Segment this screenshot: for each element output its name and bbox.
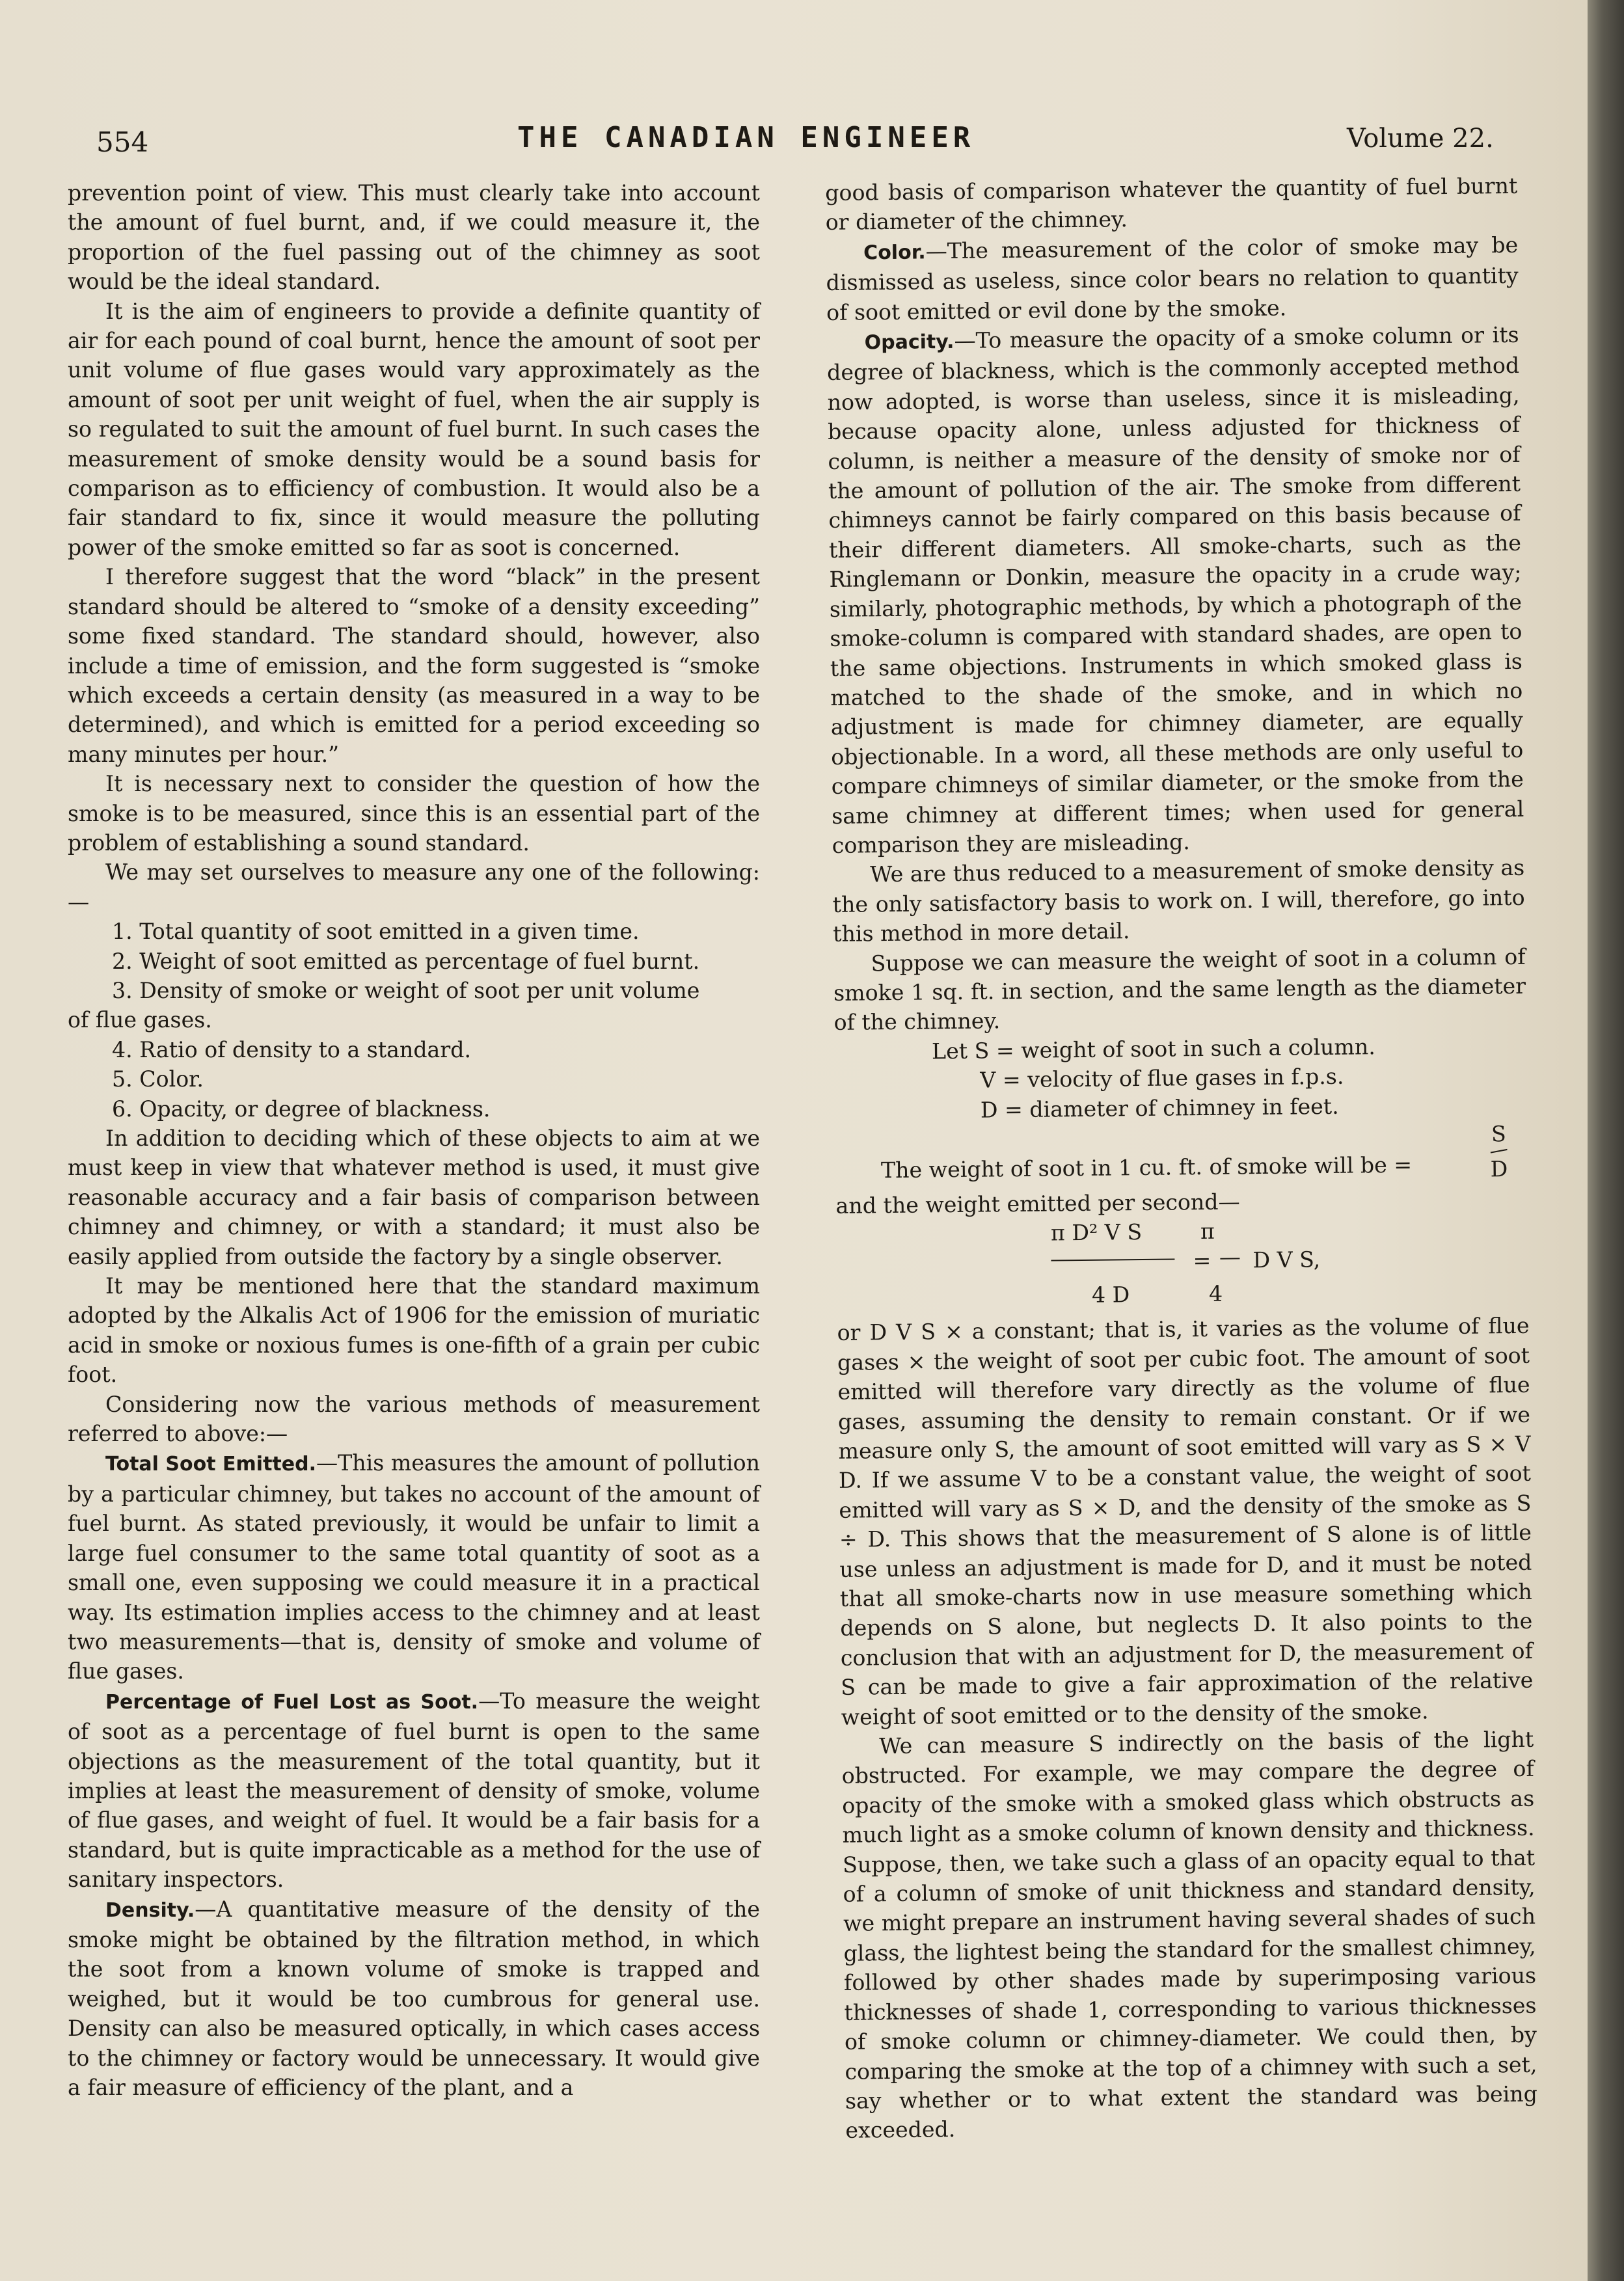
formula-weight-per-second xyxy=(836,1213,1530,1318)
section-text: —To measure the opacity of a smoke column or its degree of blackness, which is the commonly accepted method now adopted, is worse than useless, since it is misleading, because opacity alone, unless adjusted for thickness of column, is neither a measure of the density of smoke nor of the amount of pollution of the air. The smoke from different chimneys cannot be fairly compared on this basis because of their different diameters. All smoke-charts, such as the Ringlemann or Donkin, measure the opacity in a crude way; similarly, photographic methods, by which a photograph of the smoke-column is compared with standard shades, are open to the same objections. Instruments in which smoked glass is matched to the shade of the smoke, and in which no adjustment is made for chimney diameter, are equally objectionable. In a word, all these methods are only useful to compare chimneys of similar diameter, or the smoke from the same chimney at different times; when used for general comparison they are misleading. xyxy=(826,321,1524,858)
paragraph: Suppose we can measure the weight of soot in a column of smoke 1 sq. ft. in section, and the same length as the diameter of the chimney. xyxy=(833,943,1526,1036)
fraction-denominator: D xyxy=(1490,1156,1508,1182)
paragraph: and the weight emitted per second— xyxy=(835,1189,1240,1219)
journal-title: THE CANADIAN ENGINEER xyxy=(517,121,975,154)
paragraph: Considering now the various methods of measurement referred to above:— xyxy=(68,1391,760,1447)
section-percentage xyxy=(68,1686,760,1895)
section-opacity xyxy=(826,320,1524,860)
paragraph: It may be mentioned here that the standard maximum adopted by the Alkalis Act of 1906 for the emission of muriatic acid in smoke or noxious fumes is one-fifth of a grain per cubic foot. xyxy=(68,1273,760,1388)
fraction-s-over-d xyxy=(1485,1119,1512,1184)
formula-denominator: 4 D xyxy=(1091,1282,1130,1308)
definition-v: V = velocity of flue gases in f.p.s. xyxy=(932,1063,1344,1094)
right-column xyxy=(825,171,1538,2146)
formula-text: The weight of soot in 1 cu. ft. of smoke will be = xyxy=(880,1152,1413,1183)
fraction-bar xyxy=(1220,1258,1239,1260)
section-text: —To measure the weight of soot as a percentage of fuel burnt is open to the same objections as the measurement of the total quantity, but it implies at least the measurement of density of smoke, volume of flue gases, and weight of fuel. It would be a fair basis for a standard, but is quite impracticable as a method for the use of sanitary inspectors. xyxy=(68,1688,761,1893)
paragraph: I therefore suggest that the word “black” in the present standard should be altered to “smoke of a density exceeding” some fixed standard. The standard should, however, also include a time of emission, and the form suggested is “smoke which exceeds a certain density (as measured in a way to be determined), and which is emitted for a period exceeding so many minutes per hour.” xyxy=(68,564,760,767)
list-item: 4. Ratio of density to a standard. xyxy=(112,1036,472,1062)
section-heading: Percentage of Fuel Lost as Soot. xyxy=(105,1690,479,1714)
section-heading: Density. xyxy=(105,1898,195,1922)
definition-d: D = diameter of chimney in feet. xyxy=(932,1093,1339,1123)
paragraph: We may set ourselves to measure any one of the following:— xyxy=(68,859,760,915)
formula-weight-per-cubic-foot xyxy=(835,1119,1528,1191)
paragraph: It is the aim of engineers to provide a definite quantity of air for each pound of coal burnt, hence the amount of soot per unit volume of flue gases would vary approximately as the amount of soot per unit weight of fuel, when the air supply is so regulated to suit the amount of fuel burnt. In such cases the measurement of smoke density would be a sound basis for comparison as to efficiency of combustion. It would also be a fair standard to fix, since it would measure the polluting power of the smoke emitted so far as soot is concerned. xyxy=(68,298,760,560)
page-header xyxy=(0,117,1588,169)
fraction-numerator: S xyxy=(1491,1121,1507,1147)
fraction-bar xyxy=(1491,1149,1508,1154)
volume-label: Volume 22. xyxy=(1347,124,1494,154)
pi-symbol: π xyxy=(1200,1219,1215,1245)
section-heading: Color. xyxy=(863,241,926,265)
paragraph: good basis of comparison whatever the quantity of fuel burnt or diameter of the chimney. xyxy=(825,172,1518,236)
list-item-continuation: of flue gases. xyxy=(68,1007,212,1033)
formula-numerator: π D² V S xyxy=(1050,1219,1143,1246)
left-column xyxy=(68,178,760,2102)
list-item xyxy=(68,976,760,1035)
list-item: 1. Total quantity of soot emitted in a given time. xyxy=(112,919,640,945)
paragraph: We are thus reduced to a measurement of smoke density as the only satisfactory basis to work on. I will, therefore, go into this method in more detail. xyxy=(832,855,1525,947)
paragraph: We can measure S indirectly on the basis of the light obstructed. For example, we may compare the degree of opacity of the smoke with a smoked glass which obstructs as much light as a smoke column of known density and thickness. Suppose, then, we take such a glass of an opacity equal to that of a column of smoke of unit thickness and standard density, we might prepare an instrument having several shades of such glass, the lightest being the standard for the smallest chimney, followed by other shades made by superimposing various thicknesses of shade 1, corresponding to various thicknesses of smoke column or chimney-diameter. We could then, by comparing the smoke at the top of a chimney with such a set, say whether or to what extent the standard was being exceeded. xyxy=(841,1726,1538,2144)
list-item: 6. Opacity, or degree of blackness. xyxy=(112,1096,491,1122)
section-color xyxy=(826,230,1519,327)
book-binding-edge xyxy=(1588,0,1624,2281)
list-item-text: 3. Density of smoke or weight of soot per unit volume xyxy=(112,977,700,1003)
list-item: 5. Color. xyxy=(112,1066,204,1092)
section-heading: Opacity. xyxy=(864,330,954,355)
page-number: 554 xyxy=(96,126,149,158)
fraction-bar xyxy=(1051,1259,1174,1262)
paragraph: It is necessary next to consider the question of how the smoke is to be measured, since this is an essential part of the problem of establishing a sound standard. xyxy=(68,771,760,856)
variable-definitions xyxy=(834,1031,1527,1126)
definition-s: Let S = weight of soot in such a column. xyxy=(931,1033,1376,1064)
section-text: —This measures the amount of pollution by a particular chimney, but takes no account of the amount of fuel burnt. As stated previously, it would be unfair to limit a large fuel consumer to the same total quantity of soot as a small one, even supposing we could measure it in a practical way. Its estimation implies access to the chimney and at least two measurements—that is, density of smoke and volume of flue gases. xyxy=(68,1450,760,1684)
section-text: —The measurement of the color of smoke may be dismissed as useless, since color bears no relation to quantity of soot emitted or evil done by the smoke. xyxy=(826,232,1519,325)
paragraph: prevention point of view. This must clearly take into account the amount of fuel burnt, and, if we could measure it, the proportion of the fuel passing out of the chimney as soot would be the ideal standard. xyxy=(68,180,760,295)
section-text: —A quantitative measure of the density of the smoke might be obtained by the filtration method, in which the soot from a known volume of smoke is trapped and weighed, but it would be too cumbrous for general use. Density can also be measured optically, in which cases access to the chimney or factory would be unnecessary. It would give a fair measure of efficiency of the plant, and a xyxy=(68,1896,760,2100)
formula-denominator-four: 4 xyxy=(1208,1281,1223,1307)
paragraph: or D V S × a constant; that is, it varies as the volume of flue gases × the weight of soot per cubic foot. The amount of soot emitted will therefore vary directly as the volume of flue gases, assuming the density to remain constant. Or if we measure only S, the amount of soot emitted will vary as S × V D. If we assume V to be a constant value, the weight of soot emitted will vary as S × D, and the density of the smoke as S ÷ D. This shows that the measurement of S alone is of little use unless an adjustment is made for D, and it must be noted that all smoke-charts now in use measure something which depends on S alone, but neglects D. It also points to the conclusion that with an adjustment for D, the measurement of S can be made to give a fair approximation of the relative weight of soot emitted or to the density of the smoke. xyxy=(837,1313,1534,1730)
section-density xyxy=(68,1895,760,2103)
equals-sign: = xyxy=(1193,1248,1211,1274)
list-item: 2. Weight of soot emitted as percentage of fuel burnt. xyxy=(112,948,700,974)
paragraph: In addition to deciding which of these objects to aim at we must keep in view that whatever method is used, it must give reasonable accuracy and a fair basis of comparison between chimney and chimney, or with a standard; it must also be easily applied from outside the factory by a single observer. xyxy=(68,1126,760,1269)
formula-result: D V S, xyxy=(1252,1247,1321,1273)
section-heading: Total Soot Emitted. xyxy=(105,1453,316,1476)
section-total-soot xyxy=(68,1448,760,1686)
